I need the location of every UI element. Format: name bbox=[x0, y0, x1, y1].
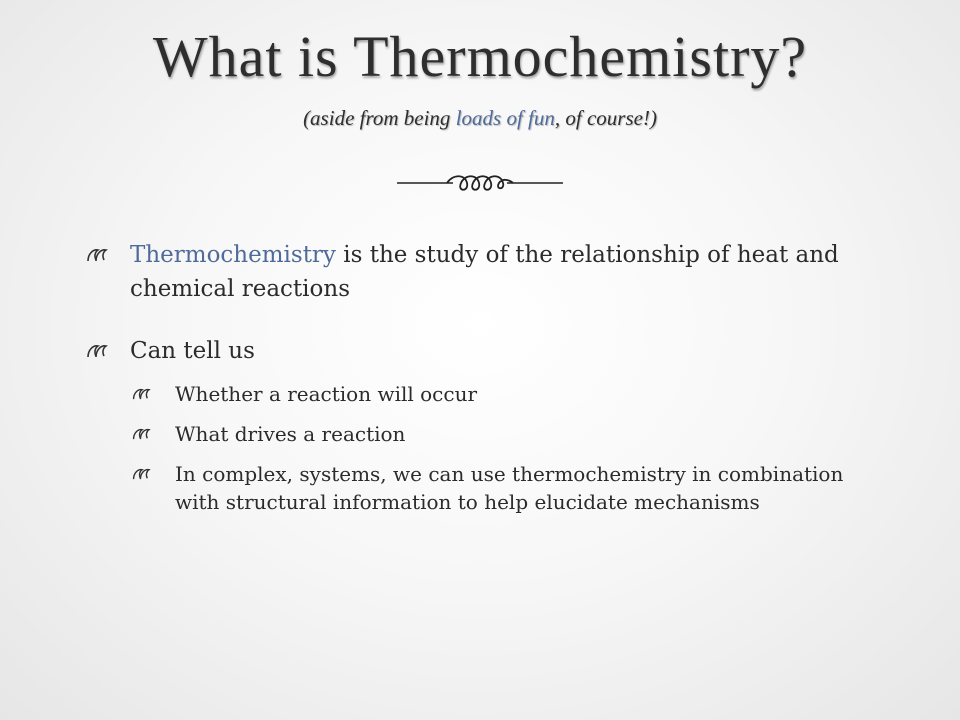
bullet-keyword: Thermochemistry bbox=[130, 242, 336, 268]
list-item bbox=[85, 238, 865, 306]
sub-bullet-text: Whether a reaction will occur bbox=[175, 382, 478, 406]
slide-title: What is Thermochemistry? bbox=[152, 24, 808, 89]
sub-list-item bbox=[85, 380, 865, 408]
curly-double-bullet-icon bbox=[131, 424, 155, 444]
slide-subtitle bbox=[0, 104, 960, 132]
subtitle-prefix: (aside from being bbox=[303, 106, 456, 130]
curly-double-bullet-icon bbox=[85, 244, 113, 266]
curly-double-bullet-icon bbox=[131, 464, 155, 484]
bullet-text: Can tell us bbox=[130, 338, 255, 364]
subtitle-highlight: loads of fun bbox=[455, 106, 555, 130]
curly-double-bullet-icon bbox=[85, 340, 113, 362]
flourish-divider-icon bbox=[395, 168, 565, 198]
sub-bullet-text: What drives a reaction bbox=[175, 422, 406, 446]
sub-bullet-text: In complex, systems, we can use thermochemistry in combination with structural information to help elucidate mechanisms bbox=[175, 462, 844, 514]
list-item bbox=[85, 334, 865, 368]
sub-bullet-list bbox=[85, 380, 865, 516]
subtitle-suffix: , of course!) bbox=[554, 106, 657, 130]
sub-list-item bbox=[85, 420, 865, 448]
sub-list-item bbox=[85, 460, 865, 516]
bullet-text: is the study of the relationship of heat and chemical reactions bbox=[130, 242, 839, 302]
curly-double-bullet-icon bbox=[131, 384, 155, 404]
bullet-list bbox=[85, 238, 865, 528]
